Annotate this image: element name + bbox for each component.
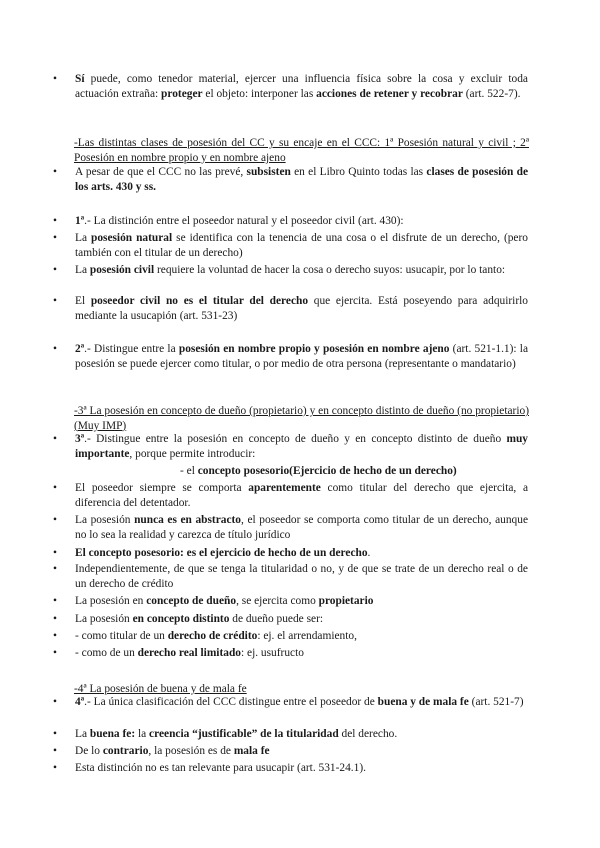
bullet-derecho-real: • - como de un derecho real limitado: ej. usufructo xyxy=(75,646,528,661)
bullet-fourth-distinction: • 4ª.- La única clasificación del CCC distingue entre el poseedor de buena y de mala fe (art. 521-7) xyxy=(75,695,528,710)
bullet-posesion-natural: • La posesión natural se identifica con la tenencia de una cosa o el disfrute de un derecho, (pero también con el titular de un derecho) xyxy=(75,231,528,260)
bullet-proteger: • Sí puede, como tenedor material, ejercer una influencia física sobre la cosa y excluir toda actuación extraña: proteger el objeto: interponer las acciones de retener y recobrar (art. 522-7). xyxy=(75,72,528,101)
bullet-buena-fe: • La buena fe: la creencia “justificable” de la titularidad del derecho. xyxy=(75,727,528,742)
bullet-subsisten: • A pesar de que el CCC no las prevé, subsisten en el Libro Quinto todas las clases de posesión de los arts. 430 y ss. xyxy=(75,165,528,194)
bullet-second-distinction: • 2ª.- Distingue entre la posesión en nombre propio y posesión en nombre ajeno (art. 521-1.1): la posesión se puede ejercer como titular, o por medio de otra persona (representante o mandatario) xyxy=(75,342,528,371)
bullet-concepto-dueno: • La posesión en concepto de dueño, se ejercita como propietario xyxy=(75,594,528,609)
bullet-mala-fe: • De lo contrario, la posesión es de mala fe xyxy=(75,744,528,759)
bullet-concepto-posesorio: • El concepto posesorio: es el ejercicio de hecho de un derecho. xyxy=(75,546,528,561)
bullet-poseedor-civil: • El poseedor civil no es el titular del derecho que ejercita. Está poseyendo para adquirirlo mediante la usucapión (art. 531-23) xyxy=(75,294,528,323)
section-heading-3: -4ª La posesión de buena y de mala fe xyxy=(74,683,247,695)
concepto-posesorio-line: - el concepto posesorio(Ejercicio de hecho de un derecho) xyxy=(180,465,457,477)
bullet-usucapir: • Esta distinción no es tan relevante para usucapir (art. 531-24.1). xyxy=(75,761,528,776)
bullet-aparentemente: • El poseedor siempre se comporta aparentemente como titular del derecho que ejercita, a diferencia del detentador. xyxy=(75,481,528,510)
section-heading-2: -3ª La posesión en concepto de dueño (propietario) y en concepto distinto de dueño (no propietario)(Muy IMP) xyxy=(74,405,529,432)
section-heading-1: -Las distintas clases de posesión del CC y su encaje en el CCC: 1ª Posesión natural y civil ; 2ª Posesión en nombre propio y en nombre ajeno xyxy=(74,137,529,164)
bullet-first-distinction: • 1ª.- La distinción entre el poseedor natural y el poseedor civil (art. 430): xyxy=(75,214,528,229)
bullet-derecho-credito: • - como titular de un derecho de crédito: ej. el arrendamiento, xyxy=(75,629,528,644)
bullet-concepto-distinto: • La posesión en concepto distinto de dueño puede ser: xyxy=(75,612,528,627)
bullet-independientemente: • Independientemente, de que se tenga la titularidad o no, y de que se trate de un derecho real o de un derecho de crédito xyxy=(75,562,528,591)
bullet-third-distinction: • 3ª.- Distingue entre la posesión en concepto de dueño y en concepto distinto de dueño muy importante, porque permite introducir: xyxy=(75,432,528,461)
bullet-nunca-abstracto: • La posesión nunca es en abstracto, el poseedor se comporta como titular de un derecho, aunque no lo sea la realidad y carezca de título jurídico xyxy=(75,513,528,542)
bullet-posesion-civil: • La posesión civil requiere la voluntad de hacer la cosa o derecho suyos: usucapir, por lo tanto: xyxy=(75,263,528,278)
